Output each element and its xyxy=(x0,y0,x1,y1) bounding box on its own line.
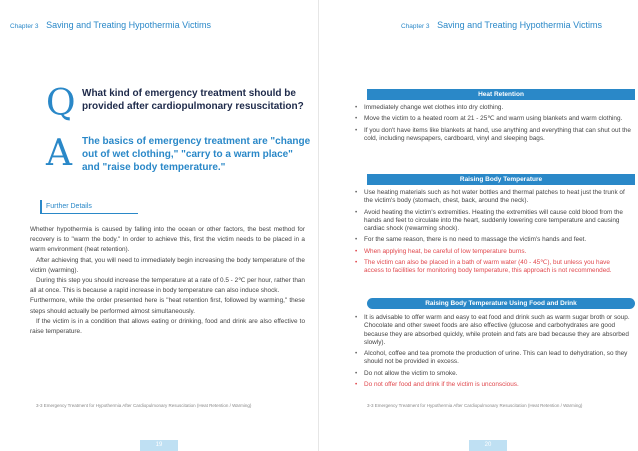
answer-text: The basics of emergency treatment are "change out of wet clothing," "carry to a warm place" and "raise body temperature." xyxy=(82,136,311,173)
section-title-food-and-drink: Raising Body Temperature Using Food and Drink xyxy=(367,298,635,309)
body-paragraph: Whether hypothermia is caused by falling into the ocean or other factors, the best method for recovery is to "warm the body." In order to achieve this, first the victim needs to be placed in a warm environment (heat retention). xyxy=(30,226,305,254)
answer-letter: A xyxy=(46,133,72,174)
chapter-title: Saving and Treating Hypothermia Victims xyxy=(46,20,211,30)
further-details-body xyxy=(30,225,305,337)
body-paragraph: Furthermore, while the order presented here is "heat retention first, followed by warming," these steps should actually be performed almost simultaneously. xyxy=(30,297,305,315)
list-item: • Do not allow the victim to smoke. xyxy=(355,370,631,378)
right-page xyxy=(319,0,638,451)
footer-note: 3-3 Emergency Treatment for Hypothermia After Cardiopulmonary Resuscitation (Heat Retention / Warming) xyxy=(36,403,252,408)
list-item: • Immediately change wet clothes into dry clothing. xyxy=(355,104,631,112)
warning-list-item: • Do not offer food and drink if the victim is unconscious. xyxy=(355,381,631,389)
warning-list-item: • The victim can also be placed in a bath of warm water (40 - 45℃), but unless you have access to facilities for monitoring body temperature, this approach is not recommended. xyxy=(355,259,631,276)
warning-list-item: • When applying heat, be careful of low temperature burns. xyxy=(355,248,631,256)
raising-body-temperature-list xyxy=(355,189,631,279)
section-title-raising-body-temperature: Raising Body Temperature xyxy=(367,174,635,185)
list-item: • It is advisable to offer warm and easy to eat food and drink such as warm sugar broth or soup. Chocolate and other sweet foods are also effective (glucose and carbohydrates are good because they are absorbed quickly, while protein and fats are bad because they are absorbed slowly). xyxy=(355,314,631,347)
list-item: • Avoid heating the victim's extremities. Heating the extremities will cause cold blood from the hands and feet to circulate into the heart, suddenly lowering core temperature and causing cardiac shock (rewarming shock). xyxy=(355,209,631,234)
page-number: 20 xyxy=(469,440,507,451)
food-and-drink-list xyxy=(355,314,631,392)
chapter-header xyxy=(401,20,602,30)
list-item: • Move the victim to a heated room at 21 - 25℃ and warm using blankets and warm clothing. xyxy=(355,115,631,123)
chapter-title: Saving and Treating Hypothermia Victims xyxy=(437,20,602,30)
body-paragraph: If the victim is in a condition that allows eating or drinking, food and drink are also effective to raise temperature. xyxy=(30,317,305,336)
footer-note: 3-3 Emergency Treatment for Hypothermia After Cardiopulmonary Resuscitation (Heat Retention / Warming) xyxy=(367,403,583,408)
chapter-header xyxy=(10,20,211,30)
list-item: • Alcohol, coffee and tea promote the production of urine. This can lead to dehydration, so they should not be provided in excess. xyxy=(355,350,631,367)
list-item: • If you don't have items like blankets at hand, use anything and everything that can shut out the cold, including newspapers, cardboard, vinyl and sleeping bags. xyxy=(355,127,631,144)
heat-retention-list xyxy=(355,104,631,146)
list-item: • Use heating materials such as hot water bottles and thermal patches to heat just the trunk of the victim's body (stomach, chest, back, around the neck). xyxy=(355,189,631,206)
body-paragraph: After achieving that, you will need to immediately begin increasing the body temperature of the victim (warming). xyxy=(30,256,305,274)
list-item: • For the same reason, there is no need to massage the victim's hands and feet. xyxy=(355,236,631,244)
body-paragraph: During this step you should increase the temperature at a rate of 0.5 - 2℃ per hour, rather than all at once. This is because a rapid increase in body temperature can also induce shock. xyxy=(30,277,305,295)
question-text: What kind of emergency treatment should be provided after cardiopulmonary resuscitation? xyxy=(82,88,304,112)
section-title-heat-retention: Heat Retention xyxy=(367,89,635,100)
question-letter: Q xyxy=(46,83,76,124)
chapter-label: Chapter 3 xyxy=(401,23,430,30)
page-number: 19 xyxy=(140,440,178,451)
chapter-label: Chapter 3 xyxy=(10,23,39,30)
further-details-label: Further Details xyxy=(40,200,138,214)
